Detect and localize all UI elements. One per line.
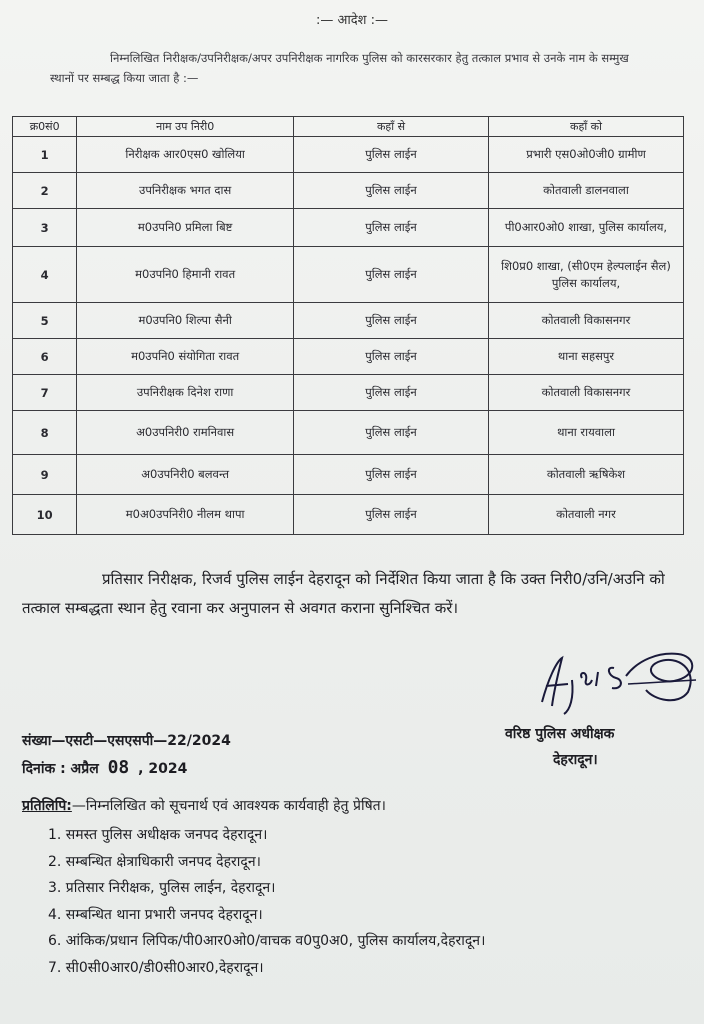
name-cell: उपनिरीक्षक दिनेश राणा <box>77 375 294 411</box>
from-cell: पुलिस लाईन <box>294 339 489 375</box>
serial-cell: 4 <box>13 247 77 303</box>
reference-number: संख्या—एसटी—एसएसपी—22/2024 <box>22 733 231 749</box>
list-item: 6. आंकिक/प्रधान लिपिक/पी0आर0ओ0/वाचक व0पु0अ0, पुलिस कार्यालय,देहरादून। <box>48 933 486 949</box>
from-cell: पुलिस लाईन <box>294 375 489 411</box>
from-cell: पुलिस लाईन <box>294 303 489 339</box>
serial-cell: 8 <box>13 411 77 455</box>
to-cell: कोतवाली विकासनगर <box>489 303 684 339</box>
name-cell: अ0उपनिरी0 बलवन्त <box>77 455 294 495</box>
name-cell: म0उपनि0 शिल्पा सैनी <box>77 303 294 339</box>
header-name: नाम उप निरी0 <box>77 117 294 137</box>
to-cell: थाना रायवाला <box>489 411 684 455</box>
table-row <box>13 209 684 247</box>
to-cell: कोतवाली विकासनगर <box>489 375 684 411</box>
from-cell: पुलिस लाईन <box>294 455 489 495</box>
copy-label: प्रतिलिपि: <box>22 798 72 814</box>
posting-table <box>12 116 684 535</box>
from-cell: पुलिस लाईन <box>294 495 489 535</box>
intro-paragraph: निम्नलिखित निरीक्षक/उपनिरीक्षक/अपर उपनिरीक्षक नागरिक पुलिस को कारसरकार हेतु तत्काल प्रभाव से उनके नाम के सम्मुख स्थानों पर सम्बद्ध किया जाता है :— <box>50 51 629 85</box>
name-cell: उपनिरीक्षक भगत दास <box>77 173 294 209</box>
from-cell: पुलिस लाईन <box>294 411 489 455</box>
list-item: 1. समस्त पुलिस अधीक्षक जनपद देहरादून। <box>48 827 268 843</box>
name-cell: म0उपनि0 प्रमिला बिष्ट <box>77 209 294 247</box>
to-cell: प्रभारी एस0ओ0जी0 ग्रामीण <box>489 137 684 173</box>
serial-cell: 2 <box>13 173 77 209</box>
to-cell: कोतवाली नगर <box>489 495 684 535</box>
serial-cell: 10 <box>13 495 77 535</box>
name-cell: निरीक्षक आर0एस0 खोलिया <box>77 137 294 173</box>
serial-cell: 1 <box>13 137 77 173</box>
order-date <box>22 757 187 778</box>
from-cell: पुलिस लाईन <box>294 247 489 303</box>
order-heading: :— आदेश :— <box>315 13 389 28</box>
copy-to-heading <box>22 796 702 815</box>
to-cell: कोतवाली डालनवाला <box>489 173 684 209</box>
name-cell: म0उपनि0 संयोगिता रावत <box>77 339 294 375</box>
name-cell: म0अ0उपनिरी0 नीलम थापा <box>77 495 294 535</box>
header-serial: क्र0सं0 <box>13 117 77 137</box>
table-row <box>13 455 684 495</box>
table-row <box>13 303 684 339</box>
list-item: 7. सी0सी0आर0/डी0सी0आर0,देहरादून। <box>48 959 264 976</box>
table-header-row <box>13 117 684 137</box>
serial-cell: 6 <box>13 339 77 375</box>
date-day-handwritten: 08 <box>107 757 130 778</box>
from-cell: पुलिस लाईन <box>294 137 489 173</box>
table-row <box>13 247 684 303</box>
list-item: 3. प्रतिसार निरीक्षक, पुलिस लाईन, देहरादून। <box>48 880 276 896</box>
to-cell: पी0आर0ओ0 शाखा, पुलिस कार्यालय, <box>489 209 684 247</box>
table-row <box>13 137 684 173</box>
serial-cell: 7 <box>13 375 77 411</box>
signer-place: देहरादून। <box>553 752 598 768</box>
table-row <box>13 173 684 209</box>
to-cell: थाना सहसपुर <box>489 339 684 375</box>
name-cell: अ0उपनिरी0 रामनिवास <box>77 411 294 455</box>
list-item: 2. सम्बन्धित क्षेत्राधिकारी जनपद देहरादून। <box>48 853 261 870</box>
table-row <box>13 495 684 535</box>
header-from: कहाँ से <box>294 117 489 137</box>
date-year: , 2024 <box>138 761 188 777</box>
to-cell: शि0प्र0 शाखा, (सी0एम हेल्पलाईन सैल) पुलिस कार्यालय, <box>489 247 684 303</box>
table-row <box>13 339 684 375</box>
handwritten-signature <box>528 640 704 720</box>
signer-title: वरिष्ठ पुलिस अधीक्षक <box>505 726 615 742</box>
copy-text: —निम्नलिखित को सूचनार्थ एवं आवश्यक कार्यवाही हेतु प्रेषित। <box>71 798 386 814</box>
table-row <box>13 411 684 455</box>
from-cell: पुलिस लाईन <box>294 209 489 247</box>
list-item: 4. सम्बन्धित थाना प्रभारी जनपद देहरादून। <box>48 906 263 923</box>
directive-paragraph: प्रतिसार निरीक्षक, रिजर्व पुलिस लाईन देहरादून को निर्देशित किया जाता है कि उक्त निरी0/उनि/अउनि को तत्काल सम्बद्धता स्थान हेतु रवाना कर अनुपालन से अवगत कराना सुनिश्चित करें। <box>22 570 665 617</box>
serial-cell: 5 <box>13 303 77 339</box>
from-cell: पुलिस लाईन <box>294 173 489 209</box>
serial-cell: 9 <box>13 455 77 495</box>
table-row <box>13 375 684 411</box>
copy-recipient-list <box>48 822 704 981</box>
date-prefix: दिनांक : अप्रैल <box>22 761 99 777</box>
name-cell: म0उपनि0 हिमानी रावत <box>77 247 294 303</box>
header-to: कहाँ को <box>489 117 684 137</box>
serial-cell: 3 <box>13 209 77 247</box>
to-cell: कोतवाली ऋषिकेश <box>489 455 684 495</box>
